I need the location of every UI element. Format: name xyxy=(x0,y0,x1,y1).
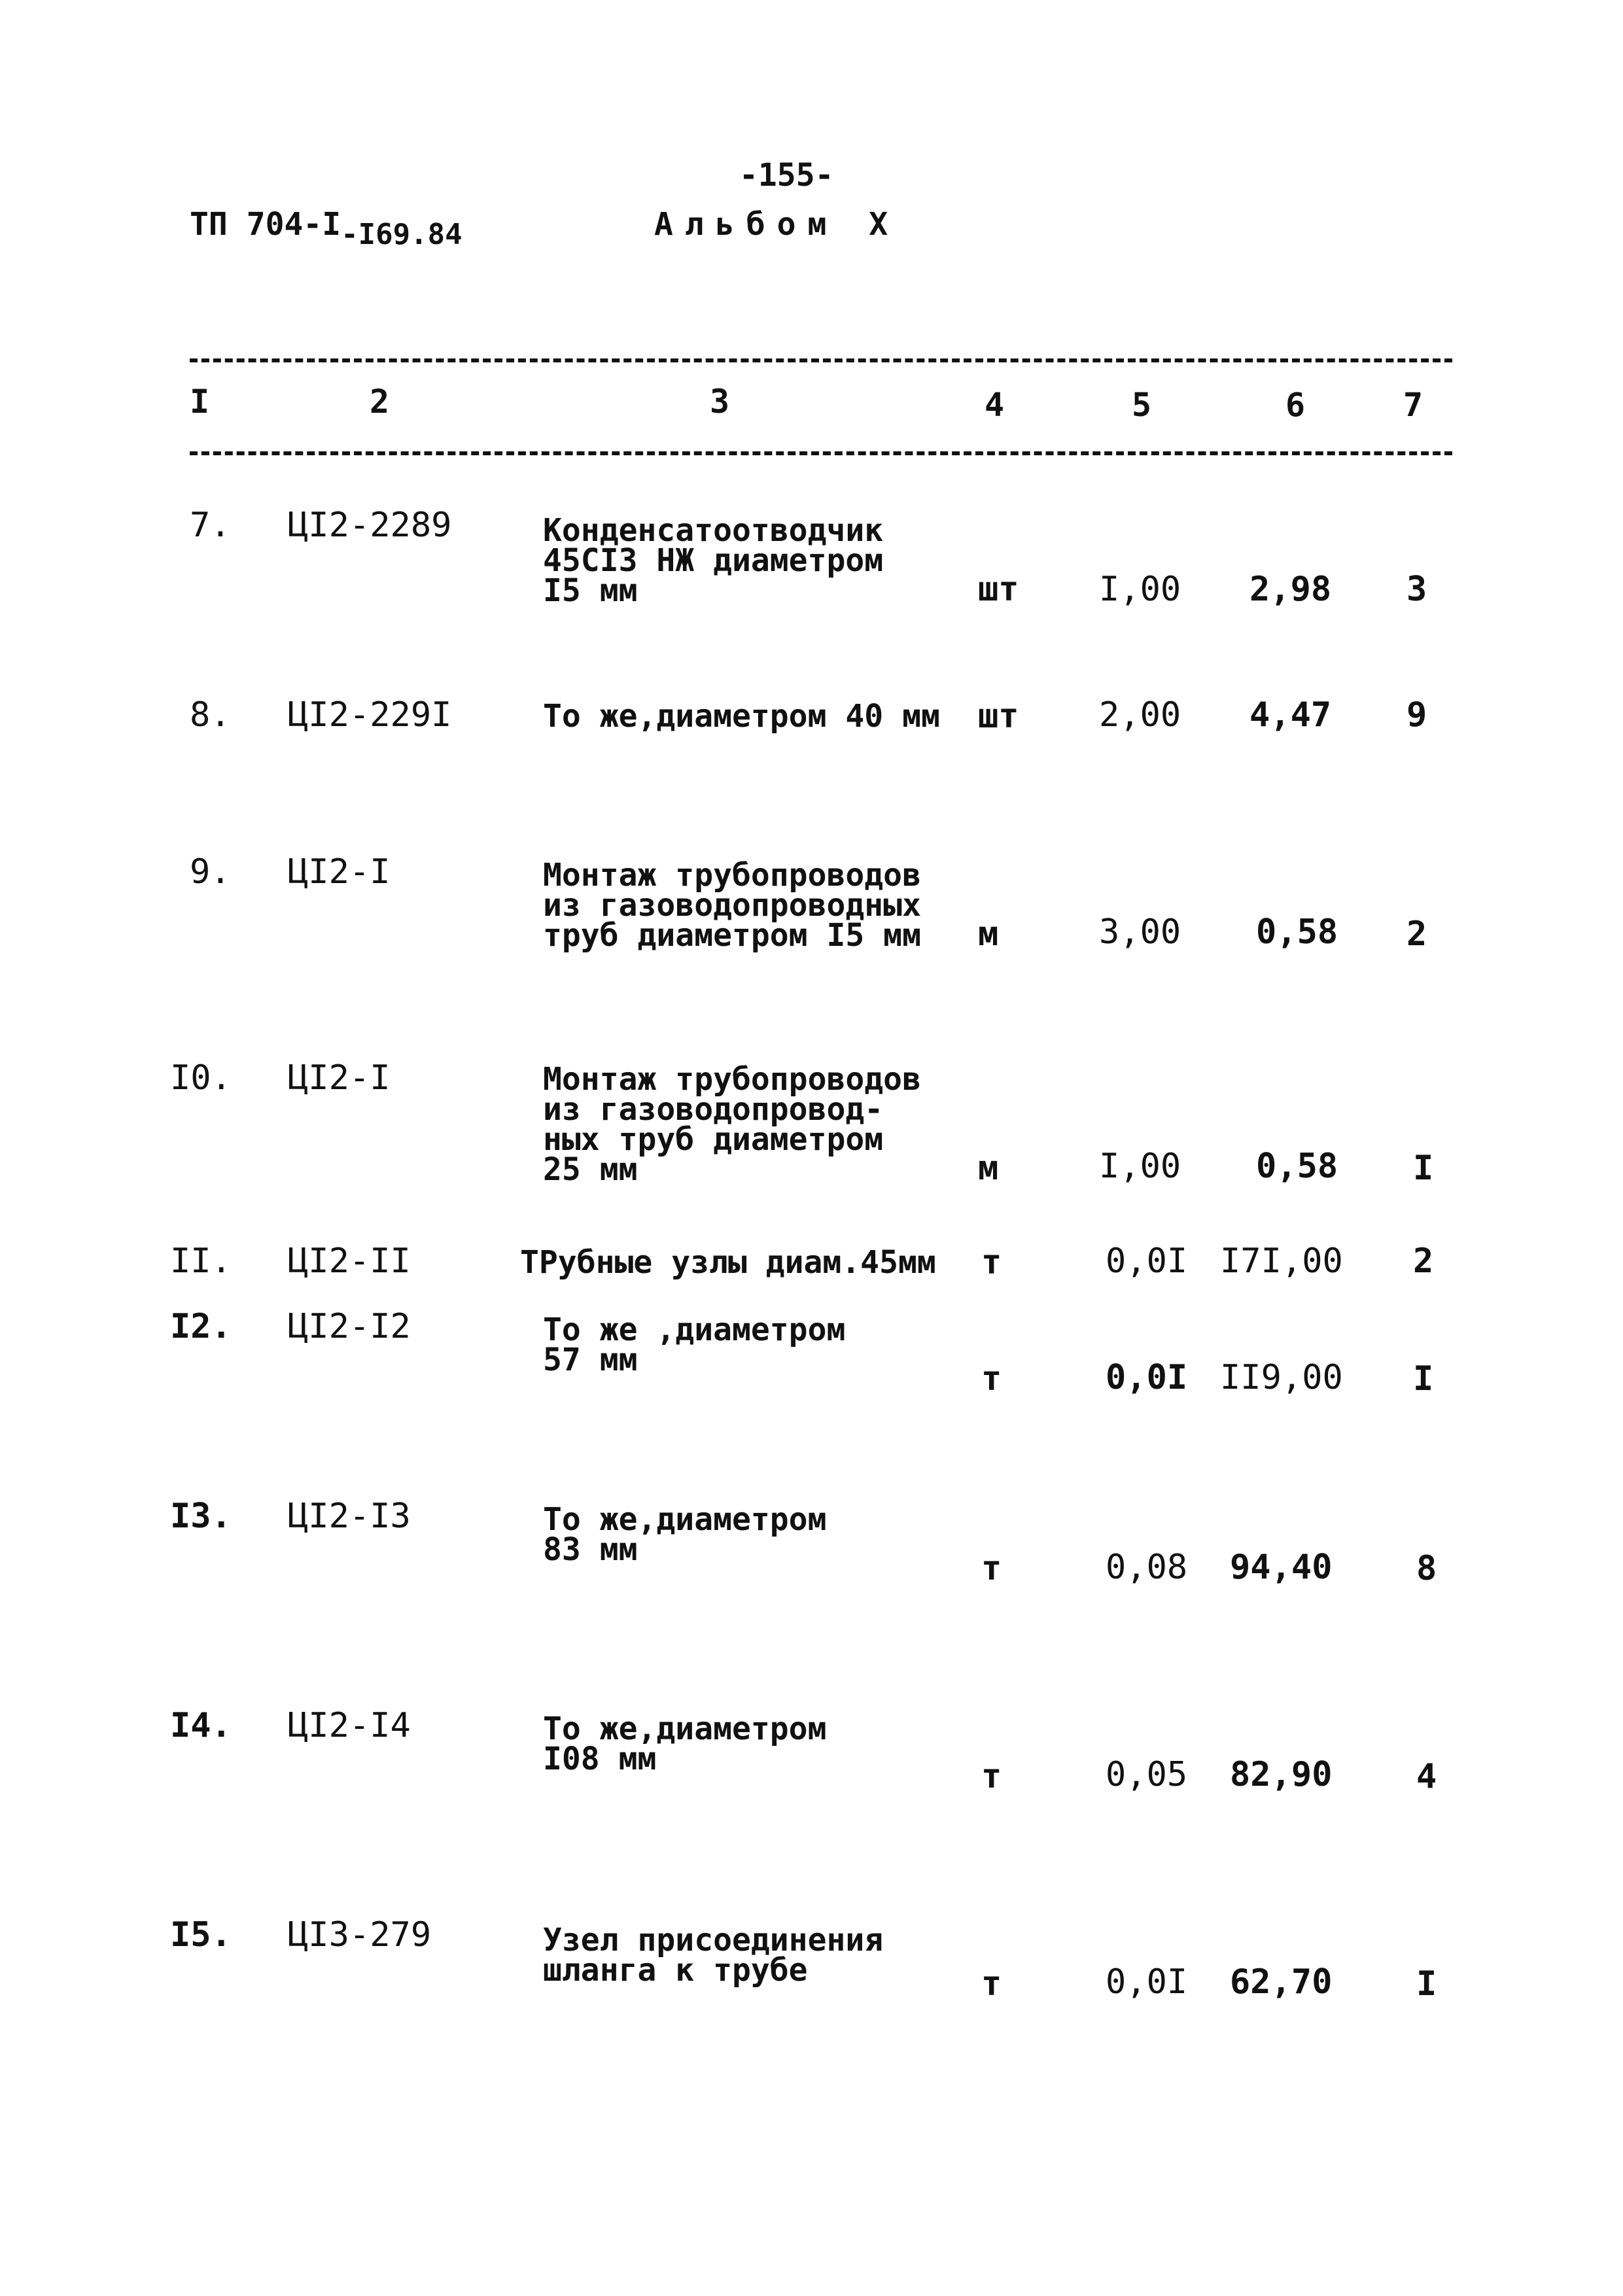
row-description: То же,диаметром 40 мм xyxy=(543,698,940,735)
row-unit: м xyxy=(978,1149,999,1188)
row-column-7: 4 xyxy=(1416,1757,1437,1796)
row-column-7: 8 xyxy=(1416,1549,1437,1588)
row-number: I0. xyxy=(170,1058,232,1098)
row-price: 0,58 xyxy=(1256,913,1338,952)
row-description: Узел присоединения шланга к трубе xyxy=(543,1922,884,1989)
row-unit: т xyxy=(981,1757,1002,1796)
row-number: I3. xyxy=(170,1497,232,1536)
column-number-1: I xyxy=(189,383,210,421)
row-price: 94,40 xyxy=(1230,1548,1333,1587)
row-column-7: 2 xyxy=(1406,914,1427,954)
row-quantity: 0,0I xyxy=(1106,1242,1188,1281)
row-code: ЦI2-I2 xyxy=(288,1307,411,1346)
row-unit: шт xyxy=(978,570,1019,609)
row-price: 4,47 xyxy=(1249,695,1332,735)
column-number-2: 2 xyxy=(369,383,390,421)
row-price: 0,58 xyxy=(1256,1147,1338,1186)
column-number-7: 7 xyxy=(1403,386,1423,424)
row-price: I7I,00 xyxy=(1220,1242,1343,1281)
row-quantity: I,00 xyxy=(1099,1147,1181,1186)
document-code-main: ТП 704-I xyxy=(190,206,341,243)
column-number-4: 4 xyxy=(984,386,1005,424)
column-number-5: 5 xyxy=(1131,386,1152,424)
row-description: Монтаж трубопроводов из газоводопровод- ных труб диаметром 25 мм xyxy=(543,1061,921,1188)
row-quantity: 0,0I xyxy=(1106,1358,1188,1397)
document-code-suffix: -I69.84 xyxy=(341,218,462,251)
row-quantity: 2,00 xyxy=(1099,695,1181,735)
row-column-7: I xyxy=(1413,1149,1434,1188)
row-description: Монтаж трубопроводов из газоводопроводных труб диаметром I5 мм xyxy=(543,857,921,954)
row-code: ЦI2-I4 xyxy=(288,1706,411,1745)
page-number: -155- xyxy=(739,157,834,194)
row-column-7: I xyxy=(1416,1964,1437,2004)
row-number: 7. xyxy=(190,506,231,545)
row-price: 82,90 xyxy=(1230,1755,1333,1794)
row-description: ТРубные узлы диам.45мм xyxy=(520,1244,936,1281)
row-code: ЦI2-229I xyxy=(288,695,452,735)
row-number: 9. xyxy=(190,852,231,892)
row-unit: м xyxy=(978,914,999,954)
column-number-6: 6 xyxy=(1285,386,1306,424)
row-description: Конденсатоотводчик 45СI3 НЖ диаметром I5 мм xyxy=(543,512,884,609)
row-unit: шт xyxy=(978,697,1019,736)
row-number: I2. xyxy=(170,1307,232,1346)
row-code: ЦI2-I xyxy=(288,852,391,892)
row-price: 62,70 xyxy=(1230,1962,1333,2002)
document-code xyxy=(190,206,462,251)
row-column-7: I xyxy=(1413,1359,1434,1399)
row-description: То же,диаметром 83 мм xyxy=(543,1501,827,1568)
row-column-7: 3 xyxy=(1406,570,1427,609)
row-quantity: 0,0I xyxy=(1106,1962,1188,2002)
row-number: 8. xyxy=(190,695,231,735)
row-column-7: 2 xyxy=(1413,1242,1434,1281)
header-rule-top xyxy=(190,358,1452,362)
row-unit: т xyxy=(981,1243,1002,1282)
row-code: ЦI3-279 xyxy=(288,1915,432,1955)
row-quantity: I,00 xyxy=(1099,570,1181,609)
row-unit: т xyxy=(981,1359,1002,1399)
row-quantity: 0,08 xyxy=(1106,1548,1188,1587)
header-rule-bottom xyxy=(190,451,1452,455)
row-description: То же,диаметром I08 мм xyxy=(543,1711,827,1777)
album-title: Альбом X xyxy=(654,206,900,243)
row-number: I4. xyxy=(170,1706,232,1745)
row-price: II9,00 xyxy=(1220,1358,1343,1397)
row-description: То же ,диаметром 57 мм xyxy=(543,1312,846,1378)
row-code: ЦI2-I3 xyxy=(288,1497,411,1536)
row-price: 2,98 xyxy=(1249,570,1332,609)
row-quantity: 3,00 xyxy=(1099,913,1181,952)
row-code: ЦI2-I xyxy=(288,1058,391,1098)
row-unit: т xyxy=(981,1549,1002,1588)
column-number-3: 3 xyxy=(709,383,730,421)
row-code: ЦI2-2289 xyxy=(288,506,452,545)
row-code: ЦI2-II xyxy=(288,1242,411,1281)
row-quantity: 0,05 xyxy=(1106,1755,1188,1794)
row-number: II. xyxy=(170,1242,232,1281)
row-unit: т xyxy=(981,1964,1002,2004)
row-column-7: 9 xyxy=(1406,695,1427,735)
row-number: I5. xyxy=(170,1915,232,1955)
